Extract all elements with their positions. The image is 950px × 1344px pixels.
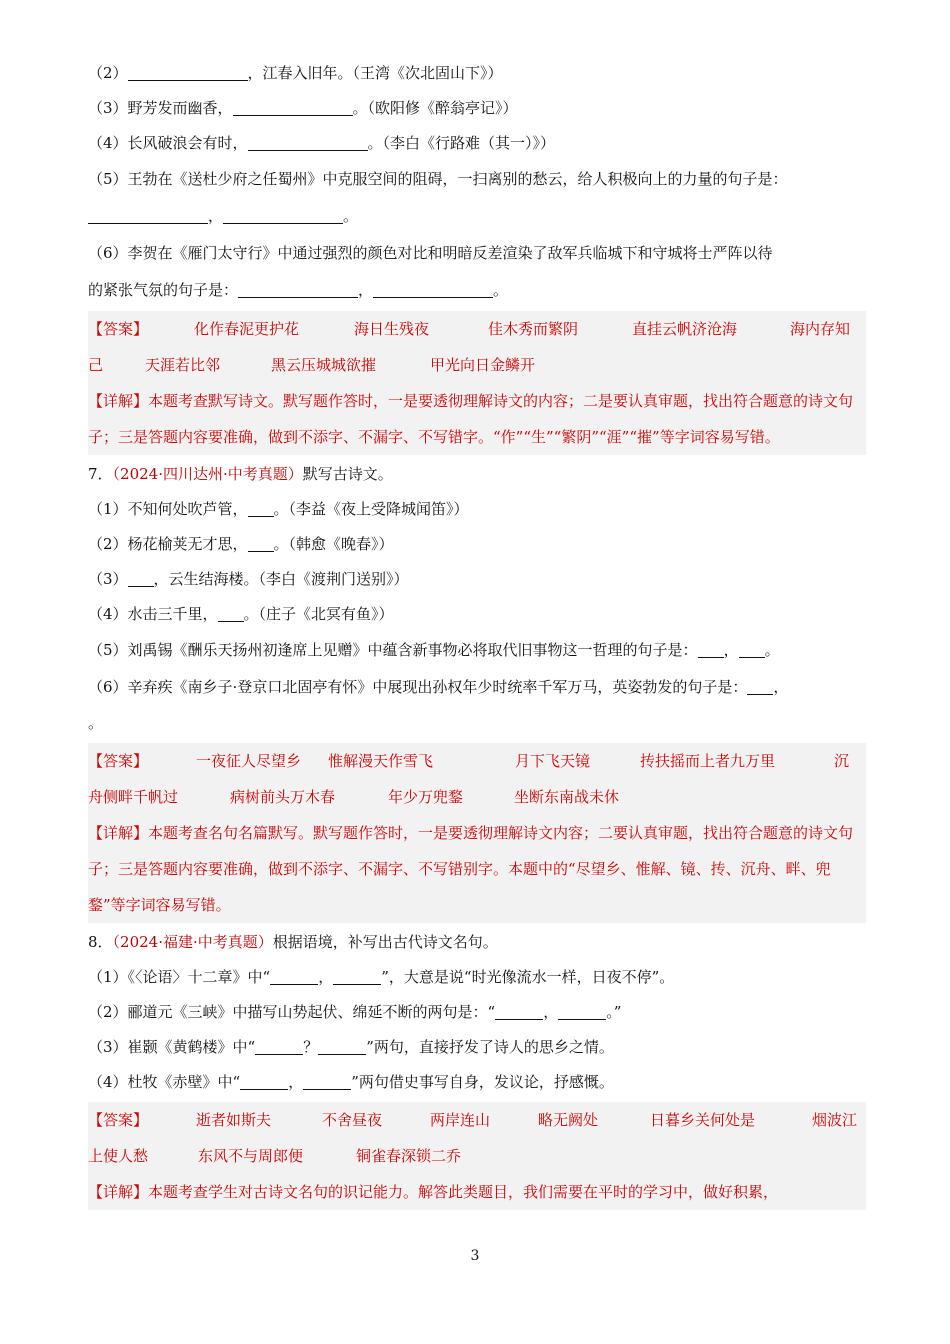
q6-item-5: （5）王勃在《送杜少府之任蜀州》中克服空间的阻碍，一扫离别的愁云，给人积极向上的力量的句子是： — [88, 170, 788, 188]
q6-item-3: （3）野芳发而幽香， 。（欧阳修《醉翁亭记》） — [88, 99, 518, 117]
answer-blank — [218, 604, 244, 622]
question-source: （2024·福建·中考真题） — [112, 933, 273, 951]
q7-trailing: 。 — [88, 714, 104, 732]
q8-header: 8．（2024·福建·中考真题）根据语境，补写出古代诗文名句。 — [88, 933, 498, 951]
answer-blank — [255, 1037, 303, 1055]
answer-box-6 — [88, 311, 866, 455]
answer-blank — [698, 640, 724, 658]
answer-line: 【答案】 逝者如斯夫 不舍昼夜 两岸连山 略无阙处 日暮乡关何处是 烟波江 — [88, 1102, 866, 1138]
answer-blank — [128, 569, 154, 587]
answer-detail: 【详解】本题考查默写诗文。默写题作答时，一是要透彻理解诗文的内容；二是要认真审题，找出符合题意的诗文句子；三是答题内容要准确，做到不添字、不漏字、不写错字。“作”“生”“繁阴”“涯”“摧”等字词容易写错。 — [88, 392, 854, 446]
answer-blank — [240, 1072, 288, 1090]
q8-item-4: （4）杜牧《赤壁》中“ ， ”两句借史事写自身，发议论，抒感慨。 — [88, 1073, 614, 1091]
q7-item-1: （1）不知何处吹芦管， 。（李益《夜上受降城闻笛》） — [88, 500, 469, 518]
q8-item-3: （3）崔颢《黄鹤楼》中“ ？ ”两句，直接抒发了诗人的思乡之情。 — [88, 1038, 614, 1056]
answer-blank — [238, 280, 358, 298]
answer-blank — [495, 1002, 543, 1020]
question-source: （2024·四川达州·中考真题） — [112, 465, 303, 483]
answer-blank — [270, 967, 318, 985]
q6-item-6: （6）李贺在《雁门太守行》中通过强烈的颜色对比和明暗反差渲染了敌军兵临城下和守城将士严阵以待 — [88, 244, 773, 262]
answer-blank — [318, 1037, 366, 1055]
answer-blank — [128, 63, 248, 81]
answer-blank — [333, 967, 381, 985]
answer-box-7 — [88, 743, 866, 923]
q7-item-2: （2）杨花榆荚无才思， 。（韩愈《晚春》） — [88, 535, 394, 553]
q7-item-5: （5）刘禹锡《酬乐天扬州初逢席上见赠》中蕴含新事物必将取代旧事物这一哲理的句子是： ， 。 — [88, 641, 780, 659]
answer-line: 舟侧畔千帆过 病树前头万木春 年少万兜鍪 坐断东南战未休 — [88, 788, 620, 806]
answer-box-8 — [88, 1102, 866, 1210]
answer-line: 上使人愁 东风不与周郎便 铜雀春深锁二乔 — [88, 1147, 462, 1165]
answer-detail: 【详解】本题考查名句名篇默写。默写题作答时，一是要透彻理解诗文内容；二要认真审题，找出符合题意的诗文句子；三是答题内容要准确，做到不添字、不漏字、不写错别字。本题中的“尽望乡、惟解、镜、抟、沉舟、畔、兜鍪”等字词容易写错。 — [88, 824, 854, 914]
answer-blank — [248, 133, 368, 151]
answer-blank — [88, 206, 208, 224]
answer-line: 【答案】 一夜征人尽望乡 惟解漫天作雪飞 月下飞天镜 抟扶摇而上者九万里 沉 — [88, 743, 866, 779]
q8-item-2: （2）郦道元《三峡》中描写山势起伏、绵延不断的两句是：“ ， 。” — [88, 1003, 622, 1021]
answer-blank — [739, 640, 765, 658]
answer-label: 【答案】 — [88, 320, 149, 338]
q7-item-4: （4）水击三千里， 。（庄子《北冥有鱼》） — [88, 605, 394, 623]
answer-blank — [248, 534, 274, 552]
answer-blank — [233, 98, 353, 116]
answer-blank — [747, 677, 773, 695]
answer-blank — [248, 499, 274, 517]
q7-item-6: （6）辛弃疾《南乡子·登京口北固亭有怀》中展现出孙权年少时统率千军万马，英姿勃发的句子是： ， — [88, 678, 789, 696]
answer-line: 己 天涯若比邻 黑云压城城欲摧 甲光向日金鳞开 — [88, 356, 536, 374]
answer-label: 【答案】 — [88, 1111, 149, 1129]
answer-blank — [373, 280, 493, 298]
q7-item-3: （3） ，云生结海楼。（李白《渡荆门送别》） — [88, 570, 409, 588]
answer-blank — [223, 206, 343, 224]
q7-header: 7．（2024·四川达州·中考真题）默写古诗文。 — [88, 465, 393, 483]
document-page — [88, 56, 866, 1212]
answer-line: 【答案】 化作春泥更护花 海日生残夜 佳木秀而繁阴 直挂云帆济沧海 海内存知 — [88, 311, 866, 347]
answer-blank — [303, 1072, 351, 1090]
answer-label: 【答案】 — [88, 752, 149, 770]
q6-item-4: （4）长风破浪会有时， 。（李白《行路难（其一）》） — [88, 134, 556, 152]
answer-blank — [558, 1002, 606, 1020]
q6-item-2: （2） ，江春入旧年。（王湾《次北固山下》） — [88, 64, 503, 82]
page-number: 3 — [470, 1248, 480, 1264]
q8-item-1: （1）《〈论语〉十二章》中“ ， ”，大意是说“时光像流水一样，日夜不停”。 — [88, 968, 675, 986]
answer-detail: 【详解】本题考查学生对古诗文名句的识记能力。解答此类题目，我们需要在平时的学习中，做好积累， — [88, 1183, 779, 1201]
q6-item-6-blanks: 的紧张气氛的句子是： ， 。 — [88, 281, 509, 299]
q6-item-5-blanks: ， 。 — [88, 198, 866, 235]
